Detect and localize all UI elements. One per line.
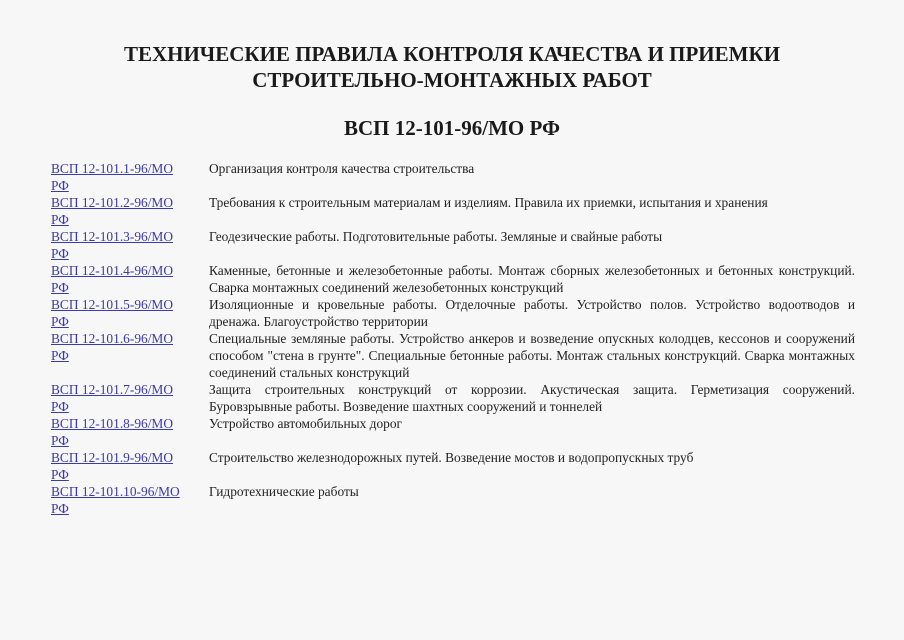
description-cell: Специальные земляные работы. Устройство анкеров и возведение опускных колодцев, кессонов и сооружений способом "стена в грунте". Специальные бетонные работы. Монтаж стальных конструкций. Сварка монтажных соединений стальных конструкций	[209, 331, 855, 380]
code-cell	[51, 415, 209, 449]
description-cell: Организация контроля качества строительства	[209, 161, 475, 176]
description-cell: Строительство железнодорожных путей. Возведение мостов и водопропускных труб	[209, 450, 694, 465]
standard-link[interactable]: ВСП 12-101.9-96/МО РФ	[51, 450, 174, 482]
table-row	[51, 296, 855, 330]
standard-link[interactable]: ВСП 12-101.7-96/МО РФ	[51, 382, 174, 414]
standard-link[interactable]: ВСП 12-101.6-96/МО РФ	[51, 331, 174, 363]
standard-link[interactable]: ВСП 12-101.10-96/МО РФ	[51, 484, 180, 516]
standard-link[interactable]: ВСП 12-101.5-96/МО РФ	[51, 297, 174, 329]
title-line-1: ТЕХНИЧЕСКИЕ ПРАВИЛА КОНТРОЛЯ КАЧЕСТВА И ПРИЕМКИ	[123, 42, 781, 66]
standard-link[interactable]: ВСП 12-101.2-96/МО РФ	[51, 195, 174, 227]
table-row	[51, 228, 855, 262]
description-cell: Устройство автомобильных дорог	[209, 416, 403, 431]
document-title	[0, 41, 904, 93]
document-subtitle: ВСП 12-101-96/МО РФ	[344, 116, 560, 140]
code-cell	[51, 228, 209, 262]
code-cell	[51, 160, 209, 194]
code-cell	[51, 296, 209, 330]
standards-table	[51, 160, 855, 517]
code-cell	[51, 381, 209, 415]
table-row	[51, 381, 855, 415]
standard-link[interactable]: ВСП 12-101.4-96/МО РФ	[51, 263, 174, 295]
table-row	[51, 415, 855, 449]
table-row	[51, 160, 855, 194]
description-cell: Изоляционные и кровельные работы. Отделочные работы. Устройство полов. Устройство водоотводов и дренажа. Благоустройство территории	[209, 297, 855, 329]
description-cell: Каменные, бетонные и железобетонные работы. Монтаж сборных железобетонных и бетонных конструкций. Сварка монтажных соединений железобетонных конструкций	[209, 263, 855, 295]
description-cell: Защита строительных конструкций от коррозии. Акустическая защита. Герметизация сооружений. Буровзрывные работы. Возведение шахтных сооружений и тоннелей	[209, 382, 855, 414]
table-row	[51, 449, 855, 483]
table-row	[51, 330, 855, 381]
table-row	[51, 262, 855, 296]
description-cell: Гидротехнические работы	[209, 484, 359, 499]
code-cell	[51, 262, 209, 296]
standard-link[interactable]: ВСП 12-101.1-96/МО РФ	[51, 161, 174, 193]
code-cell	[51, 449, 209, 483]
table-row	[51, 483, 855, 517]
title-line-2: СТРОИТЕЛЬНО-МОНТАЖНЫХ РАБОТ	[252, 68, 652, 92]
standard-link[interactable]: ВСП 12-101.3-96/МО РФ	[51, 229, 174, 261]
standard-link[interactable]: ВСП 12-101.8-96/МО РФ	[51, 416, 174, 448]
code-cell	[51, 330, 209, 381]
code-cell	[51, 194, 209, 228]
description-cell: Геодезические работы. Подготовительные работы. Земляные и свайные работы	[209, 229, 663, 244]
code-cell	[51, 483, 209, 517]
description-cell: Требования к строительным материалам и изделиям. Правила их приемки, испытания и хранения	[209, 195, 768, 210]
table-row	[51, 194, 855, 228]
